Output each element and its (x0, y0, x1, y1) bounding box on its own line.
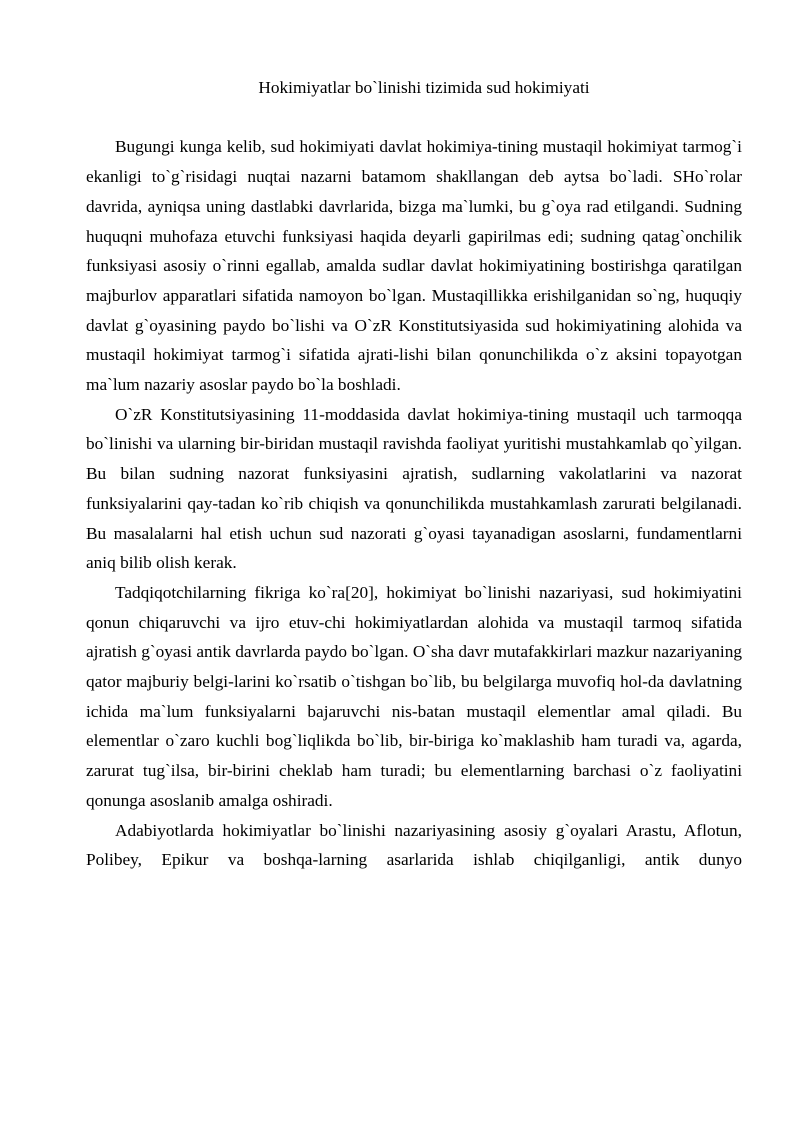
document-page (86, 73, 742, 875)
document-title: Hokimiyatlar bo`linishi tizimida sud hokimiyati (258, 78, 590, 97)
paragraph-4: Adabiyotlarda hokimiyatlar bo`linishi nazariyasining asosiy g`oyalari Arastu, Aflotun, Polibey, Epikur va boshqa-larning asarlarida ishlab chiqilganligi, antik dunyo (86, 820, 742, 870)
paragraph-3: Tadqiqotchilarning fikriga ko`ra[20], hokimiyat bo`linishi nazariyasi, sud hokimiyatini qonun chiqaruvchi va ijro etuv-chi hokimiyatlardan alohida va mustaqil tarmoq sifatida ajratish g`oyasi antik davrlarda paydo bo`lgan. O`sha davr mutafakkirlari mazkur nazariyaning qator majburiy belgi-larini ko`rsatib o`tishgan bo`lib, bu belgilarga muvofiq hol-da davlatning ichida ma`lum funksiyalarni bajaruvchi nis-batan mustaqil elementlar amal qiladi. Bu elementlar o`zaro kuchli bog`liqlikda bo`lib, bir-biriga ko`maklashib ham turadi va, agarda, zarurat tug`ilsa, bir-birini cheklab ham turadi; bu elementlarning barchasi o`z faoliyatini qonunga asoslanib amalga oshiradi. (86, 582, 742, 810)
paragraph-2: O`zR Konstitutsiyasining 11-moddasida davlat hokimiya-tining mustaqil uch tarmoqqa bo`linishi va ularning bir-biridan mustaqil ravishda faoliyat yuritishi mustahkamlab qo`yilgan. Bu bilan sudning nazorat funksiyasini ajratish, sudlarning vakolatlarini va nazorat funksiyalarini qay-tadan ko`rib chiqish va qonunchilikda mustahkamlash zarurati belgilanadi. Bu masalalarni hal etish uchun sud nazorati g`oyasi tayanadigan asoslarni, fundamentlarni aniq bilib olish kerak. (86, 404, 742, 573)
paragraph-1: Bugungi kunga kelib, sud hokimiyati davlat hokimiya-tining mustaqil hokimiyat tarmog`i ekanligi to`g`risidagi nuqtai nazarni batamom shakllangan deb aytsa bo`ladi. SHo`rolar davrida, ayniqsa uning dastlabki davrlarida, bizga ma`lumki, bu g`oya rad etilgandi. Sudning huquqni muhofaza etuvchi funksiyasi haqida deyarli gapirilmas edi; sudning qatag`onchilik funksiyasi asosiy o`rinni egallab, amalda sudlar davlat hokimiyatining bostirishga qaratilgan majburlov apparatlari sifatida namoyon bo`lgan. Mustaqillikka erishilganidan so`ng, huquqiy davlat g`oyasining paydo bo`lishi va O`zR Konstitutsiyasida sud hokimiyatining alohida va mustaqil hokimiyat tarmog`i sifatida ajrati-lishi bilan qonunchilikda o`z aksini topayotgan ma`lum nazariy asoslar paydo bo`la boshladi. (86, 137, 742, 395)
